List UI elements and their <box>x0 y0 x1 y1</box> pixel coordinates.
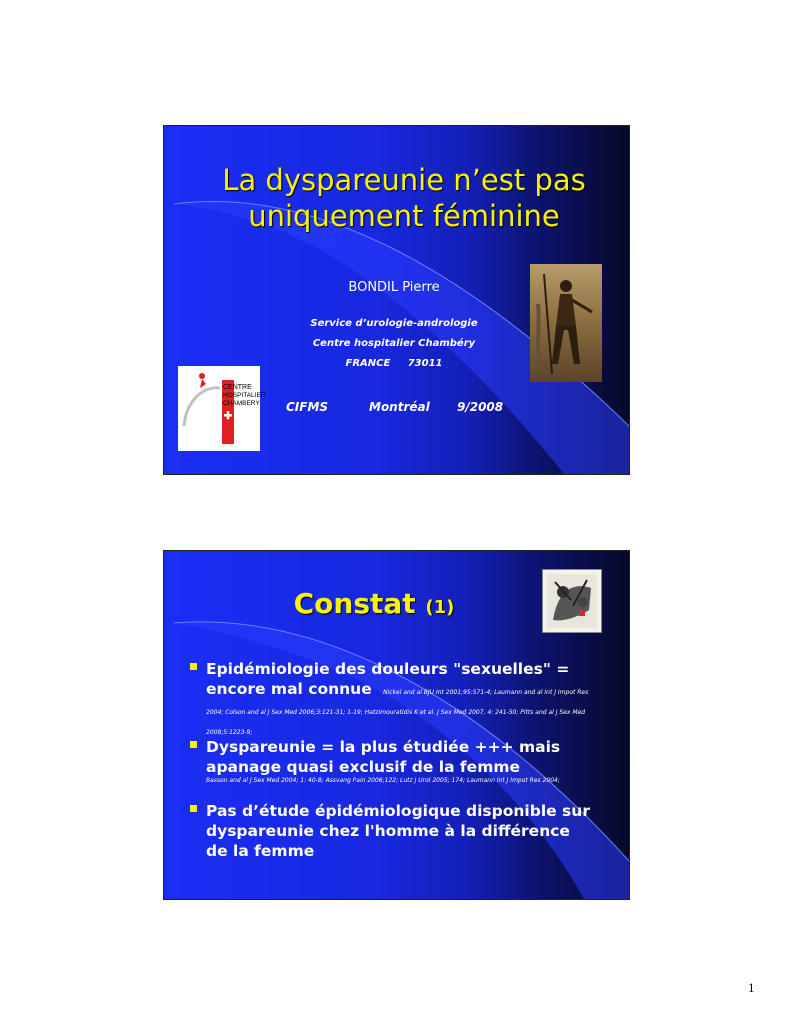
affiliation-country: FRANCE 73011 <box>345 358 443 369</box>
illustration-photo <box>542 569 602 633</box>
slide-1 <box>163 125 630 475</box>
bullet-text: Epidémiologie des douleurs "sexuelles" = encore mal connue <box>206 660 570 698</box>
slide-title-main: Constat <box>293 587 416 620</box>
bullet-square-icon <box>190 663 197 670</box>
author-name: BONDIL Pierre <box>348 280 440 295</box>
logo-text-chambery: CHAMBERY <box>223 400 260 407</box>
footer-org: CIFMS <box>286 400 329 414</box>
affiliation-hospital: Centre hospitalier Chambéry <box>312 338 476 349</box>
warrior-figure-icon <box>530 264 602 382</box>
hospital-logo <box>178 366 266 451</box>
hospital-logo-icon <box>178 366 266 451</box>
bullet-text: Dyspareunie = la plus étudiée +++ mais apanage quasi exclusif de la femme <box>206 738 561 776</box>
affiliation-service: Service d’urologie-andrologie <box>310 318 478 329</box>
footer-date: 9/2008 <box>457 400 504 414</box>
tribal-warrior-photo <box>530 264 602 382</box>
bullet-item <box>190 801 590 861</box>
bullet-square-icon <box>190 805 197 812</box>
bullet-item <box>190 659 590 739</box>
bullet-reference: Nickel and al BJU Int 2001;95:571-4; Laumann and al Int J Impot Res 2004; Colson and al J Sex Med 2006;3:121-31; 1-19; Hatzimouratidis K et al. J Sex Med 2007, 4: 241-50; Pitts and al J Sex Med 2008;5:1223-9; <box>206 689 589 736</box>
slide-title-number: (1) <box>425 597 455 618</box>
bullet-reference: Basson and al J Sex Med 2004; 1: 40-8; Assvang Pain 2006;122; Lutz J Urol 2005; 174; Laumann Int J Impot Res 2004; <box>206 777 560 784</box>
footer-city: Montréal <box>369 400 430 414</box>
bullet-text: Pas d’étude épidémiologique disponible sur dyspareunie chez l'homme à la différence de la femme <box>206 802 590 860</box>
logo-text-centre: CENTRE <box>223 384 252 391</box>
slide-title <box>224 587 524 620</box>
logo-text-hospitalier: HOSPITALIER <box>223 392 266 399</box>
bullet-square-icon <box>190 741 197 748</box>
artwork-icon <box>543 570 601 632</box>
slide-title: La dyspareunie n’est pas uniquement féminine <box>222 163 586 233</box>
slide-2 <box>163 550 630 900</box>
bullet-item <box>190 737 590 784</box>
page-number: 1 <box>748 980 755 995</box>
